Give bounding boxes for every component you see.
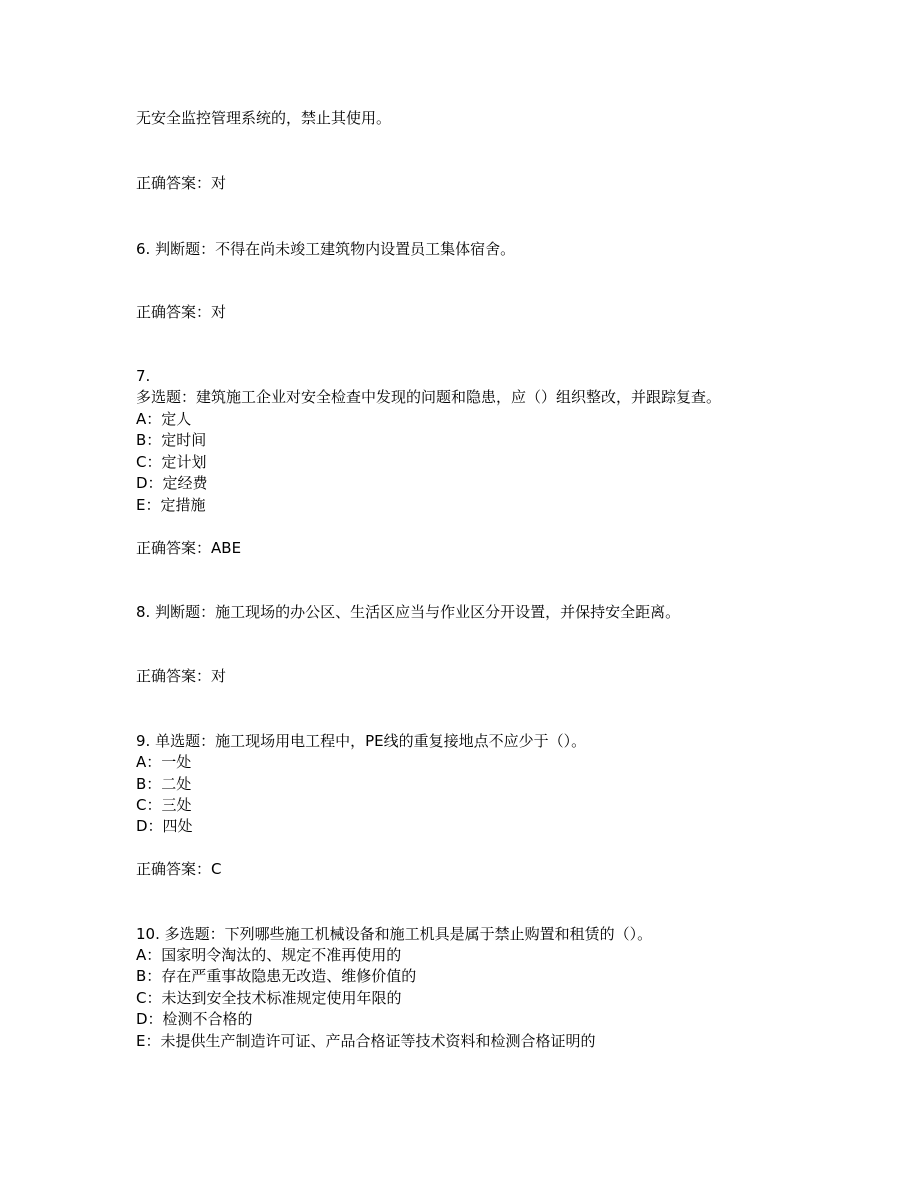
- answer-value: 对: [211, 303, 227, 321]
- option-7b: B：定时间: [136, 431, 207, 449]
- option-9b: B：二处: [136, 775, 192, 793]
- option-10e: E：未提供生产制造许可证、产品合格证等技术资料和检测合格证明的: [136, 1032, 596, 1050]
- option-10a: A：国家明令淘汰的、规定不准再使用的: [136, 946, 402, 964]
- question-7: 多选题：建筑施工企业对安全检查中发现的问题和隐患，应（）组织整改，并跟踪复查。: [136, 388, 722, 406]
- option-7c: C：定计划: [136, 453, 207, 471]
- answer-value: C: [211, 860, 222, 878]
- question-10: 10. 多选题：下列哪些施工机械设备和施工机具是属于禁止购置和租赁的（）。: [136, 925, 653, 943]
- question-8: 8. 判断题：施工现场的办公区、生活区应当与作业区分开设置，并保持安全距离。: [136, 603, 681, 621]
- answer-value: ABE: [211, 539, 242, 557]
- option-9c: C：三处: [136, 796, 192, 814]
- option-9d: D：四处: [136, 817, 193, 835]
- answer-value: 对: [211, 667, 227, 685]
- answer-8: [136, 666, 226, 686]
- question-continuation: 无安全监控管理系统的，禁止其使用。: [136, 109, 392, 127]
- option-9a: A：一处: [136, 753, 192, 771]
- answer-label: 正确答案：: [136, 303, 212, 321]
- answer-7: [136, 538, 241, 558]
- option-7e: E：定措施: [136, 496, 206, 514]
- answer-5: [136, 173, 226, 193]
- answer-label: 正确答案：: [136, 667, 212, 685]
- question-9: 9. 单选题：施工现场用电工程中，PE线的重复接地点不应少于（）。: [136, 732, 587, 750]
- option-10c: C：未达到安全技术标准规定使用年限的: [136, 989, 402, 1007]
- option-10d: D：检测不合格的: [136, 1010, 253, 1028]
- answer-label: 正确答案：: [136, 860, 212, 878]
- answer-9: [136, 859, 222, 879]
- question-6: 6. 判断题：不得在尚未竣工建筑物内设置员工集体宿舍。: [136, 240, 516, 258]
- option-10b: B：存在严重事故隐患无改造、维修价值的: [136, 967, 417, 985]
- answer-6: [136, 302, 226, 322]
- option-7a: A：定人: [136, 410, 192, 428]
- question-7-number: 7.: [136, 367, 151, 385]
- answer-label: 正确答案：: [136, 539, 212, 557]
- answer-value: 对: [211, 174, 227, 192]
- option-7d: D：定经费: [136, 474, 208, 492]
- answer-label: 正确答案：: [136, 174, 212, 192]
